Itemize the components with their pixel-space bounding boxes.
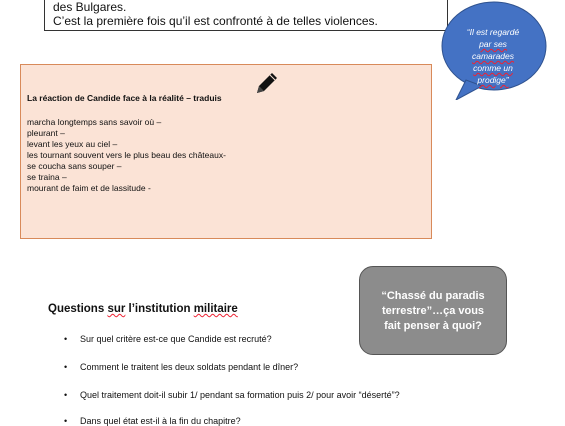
candide-line-2: pleurant – [27,128,65,138]
quote-bubble [438,0,548,110]
reflection-line-3: fait penser à quoi? [384,320,482,332]
candide-title: La réaction de Candide face à la réalité – traduis [27,93,222,103]
reflection-line-2: terrestre”…ça vous [381,305,485,317]
reflection-text [366,289,500,334]
question-item: • Dans quel état est-il à la fin du chapitre? [64,416,241,426]
candide-line-4: les tournant souvent vers le plus beau des châteaux- [27,150,226,160]
intro-line-1: des Bulgares. [53,0,127,14]
candide-line-6: se traina – [27,172,67,182]
question-text-2: Comment le traitent les deux soldats pendant le dîner? [80,362,299,372]
candide-line-3: levant les yeux au ciel – [27,139,118,149]
candide-line-5: se coucha sans souper – [27,161,122,171]
question-text-1: Sur quel critère est-ce que Candide est recruté? [80,334,272,344]
bubble-line-2: par ses [479,39,507,49]
bubble-line-1: “Il est regardé [466,27,520,37]
candide-reaction-box [20,64,432,239]
question-item: • Quel traitement doit-il subir 1/ pendant sa formation puis 2/ pour avoir “déserté”? [64,390,400,400]
candide-line-7: mourant de faim et de lassitude - [27,183,151,193]
candide-line-1: marcha longtemps sans savoir où – [27,117,162,127]
question-item: • Comment le traitent les deux soldats pendant le dîner? [64,362,299,372]
intro-line-2: C’est la première fois qu’il est confronté à de telles violences. [53,14,378,28]
pencil-icon [253,71,279,97]
bubble-quote [460,26,526,86]
questions-heading: Questions sur l’institution militaire [48,303,238,315]
bubble-line-5: prodige” [477,75,509,85]
bubble-line-4: comme un [473,63,513,73]
question-text-3: Quel traitement doit-il subir 1/ pendant sa formation puis 2/ pour avoir “déserté”? [80,390,400,400]
reflection-line-1: “Chassé du paradis [381,290,485,302]
question-item: • Sur quel critère est-ce que Candide est recruté? [64,334,272,344]
question-text-4: Dans quel état est-il à la fin du chapitre? [80,416,241,426]
reflection-box [359,266,507,355]
bubble-line-3: camarades [471,51,515,61]
intro-text-box [44,0,448,31]
